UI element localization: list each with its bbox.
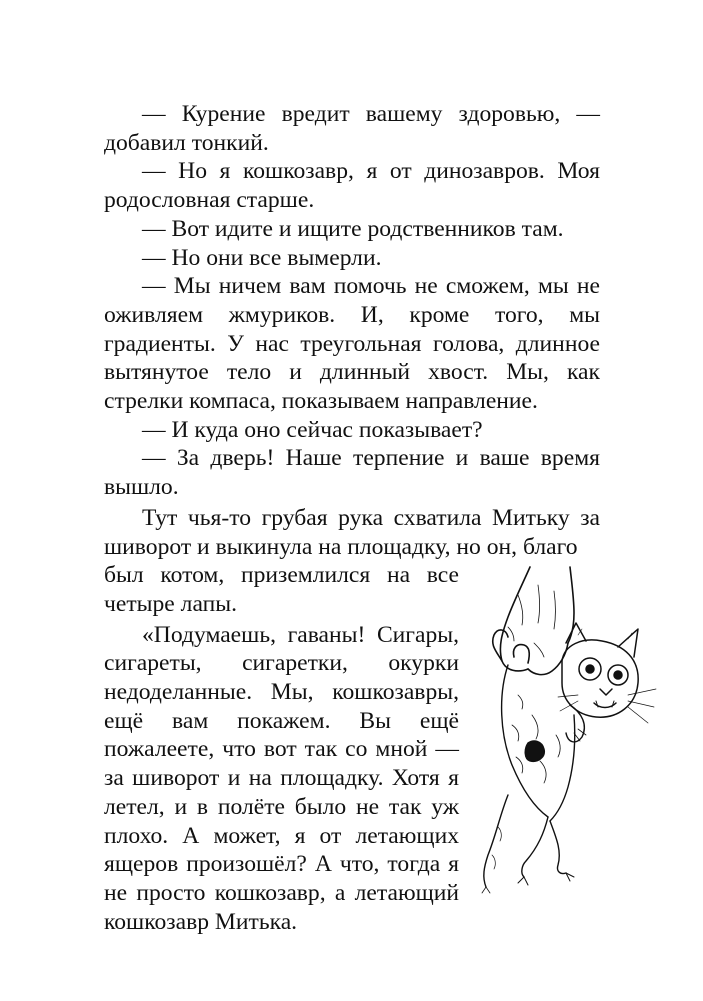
paragraph-7: — За дверь! Наше терпение и ваше время вышло. bbox=[104, 445, 600, 501]
paragraph-3: — Вот идите и ищите родственников там. bbox=[142, 215, 564, 242]
paragraph-9: «Подумаешь, гаваны! Сигары, сигареты, сигаретки, окурки недоделанные. Мы, кошкозавры, ещё вам покажем. Вы ещё пожалеете, что вот так со мной — за шиворот и на площадку. Хотя я летел, и в полёте было не так уж плохо. А может, я от летающих ящеров произошёл? А что, тогда я не просто кошкозавр, а летающий кошкозавр Митька. bbox=[104, 621, 459, 935]
paragraph-8-full: Тут чья-то грубая рука схватила Митьку за шиворот и выкинула на площадку, но он, благо bbox=[104, 504, 600, 560]
paragraph-1: — Курение вредит вашему здоровью, — добавил тонкий. bbox=[104, 101, 600, 156]
paragraph-5: — Мы ничем вам помочь не сможем, мы не оживляем жмуриков. И, кроме того, мы градиенты. У нас треугольная голова, длинное вытянутое тело и длинный хвост. Мы, как стрелки компаса, показываем направление. bbox=[104, 273, 600, 415]
paragraph-6: — И куда оно сейчас показывает? bbox=[142, 416, 483, 443]
cat-legs-tail-drawing bbox=[482, 795, 574, 893]
paragraph-2: — Но я кошкозавр, я от динозавров. Моя родословная старше. bbox=[104, 158, 600, 214]
paragraph-4: — Но они все вымерли. bbox=[142, 244, 382, 271]
cat-head-drawing bbox=[558, 623, 656, 723]
cat-body-drawing bbox=[502, 665, 586, 821]
cat-held-by-hand-illustration bbox=[478, 565, 658, 895]
paragraph-8-narrow: был котом, приземлился на все четыре лапы. bbox=[104, 562, 459, 617]
